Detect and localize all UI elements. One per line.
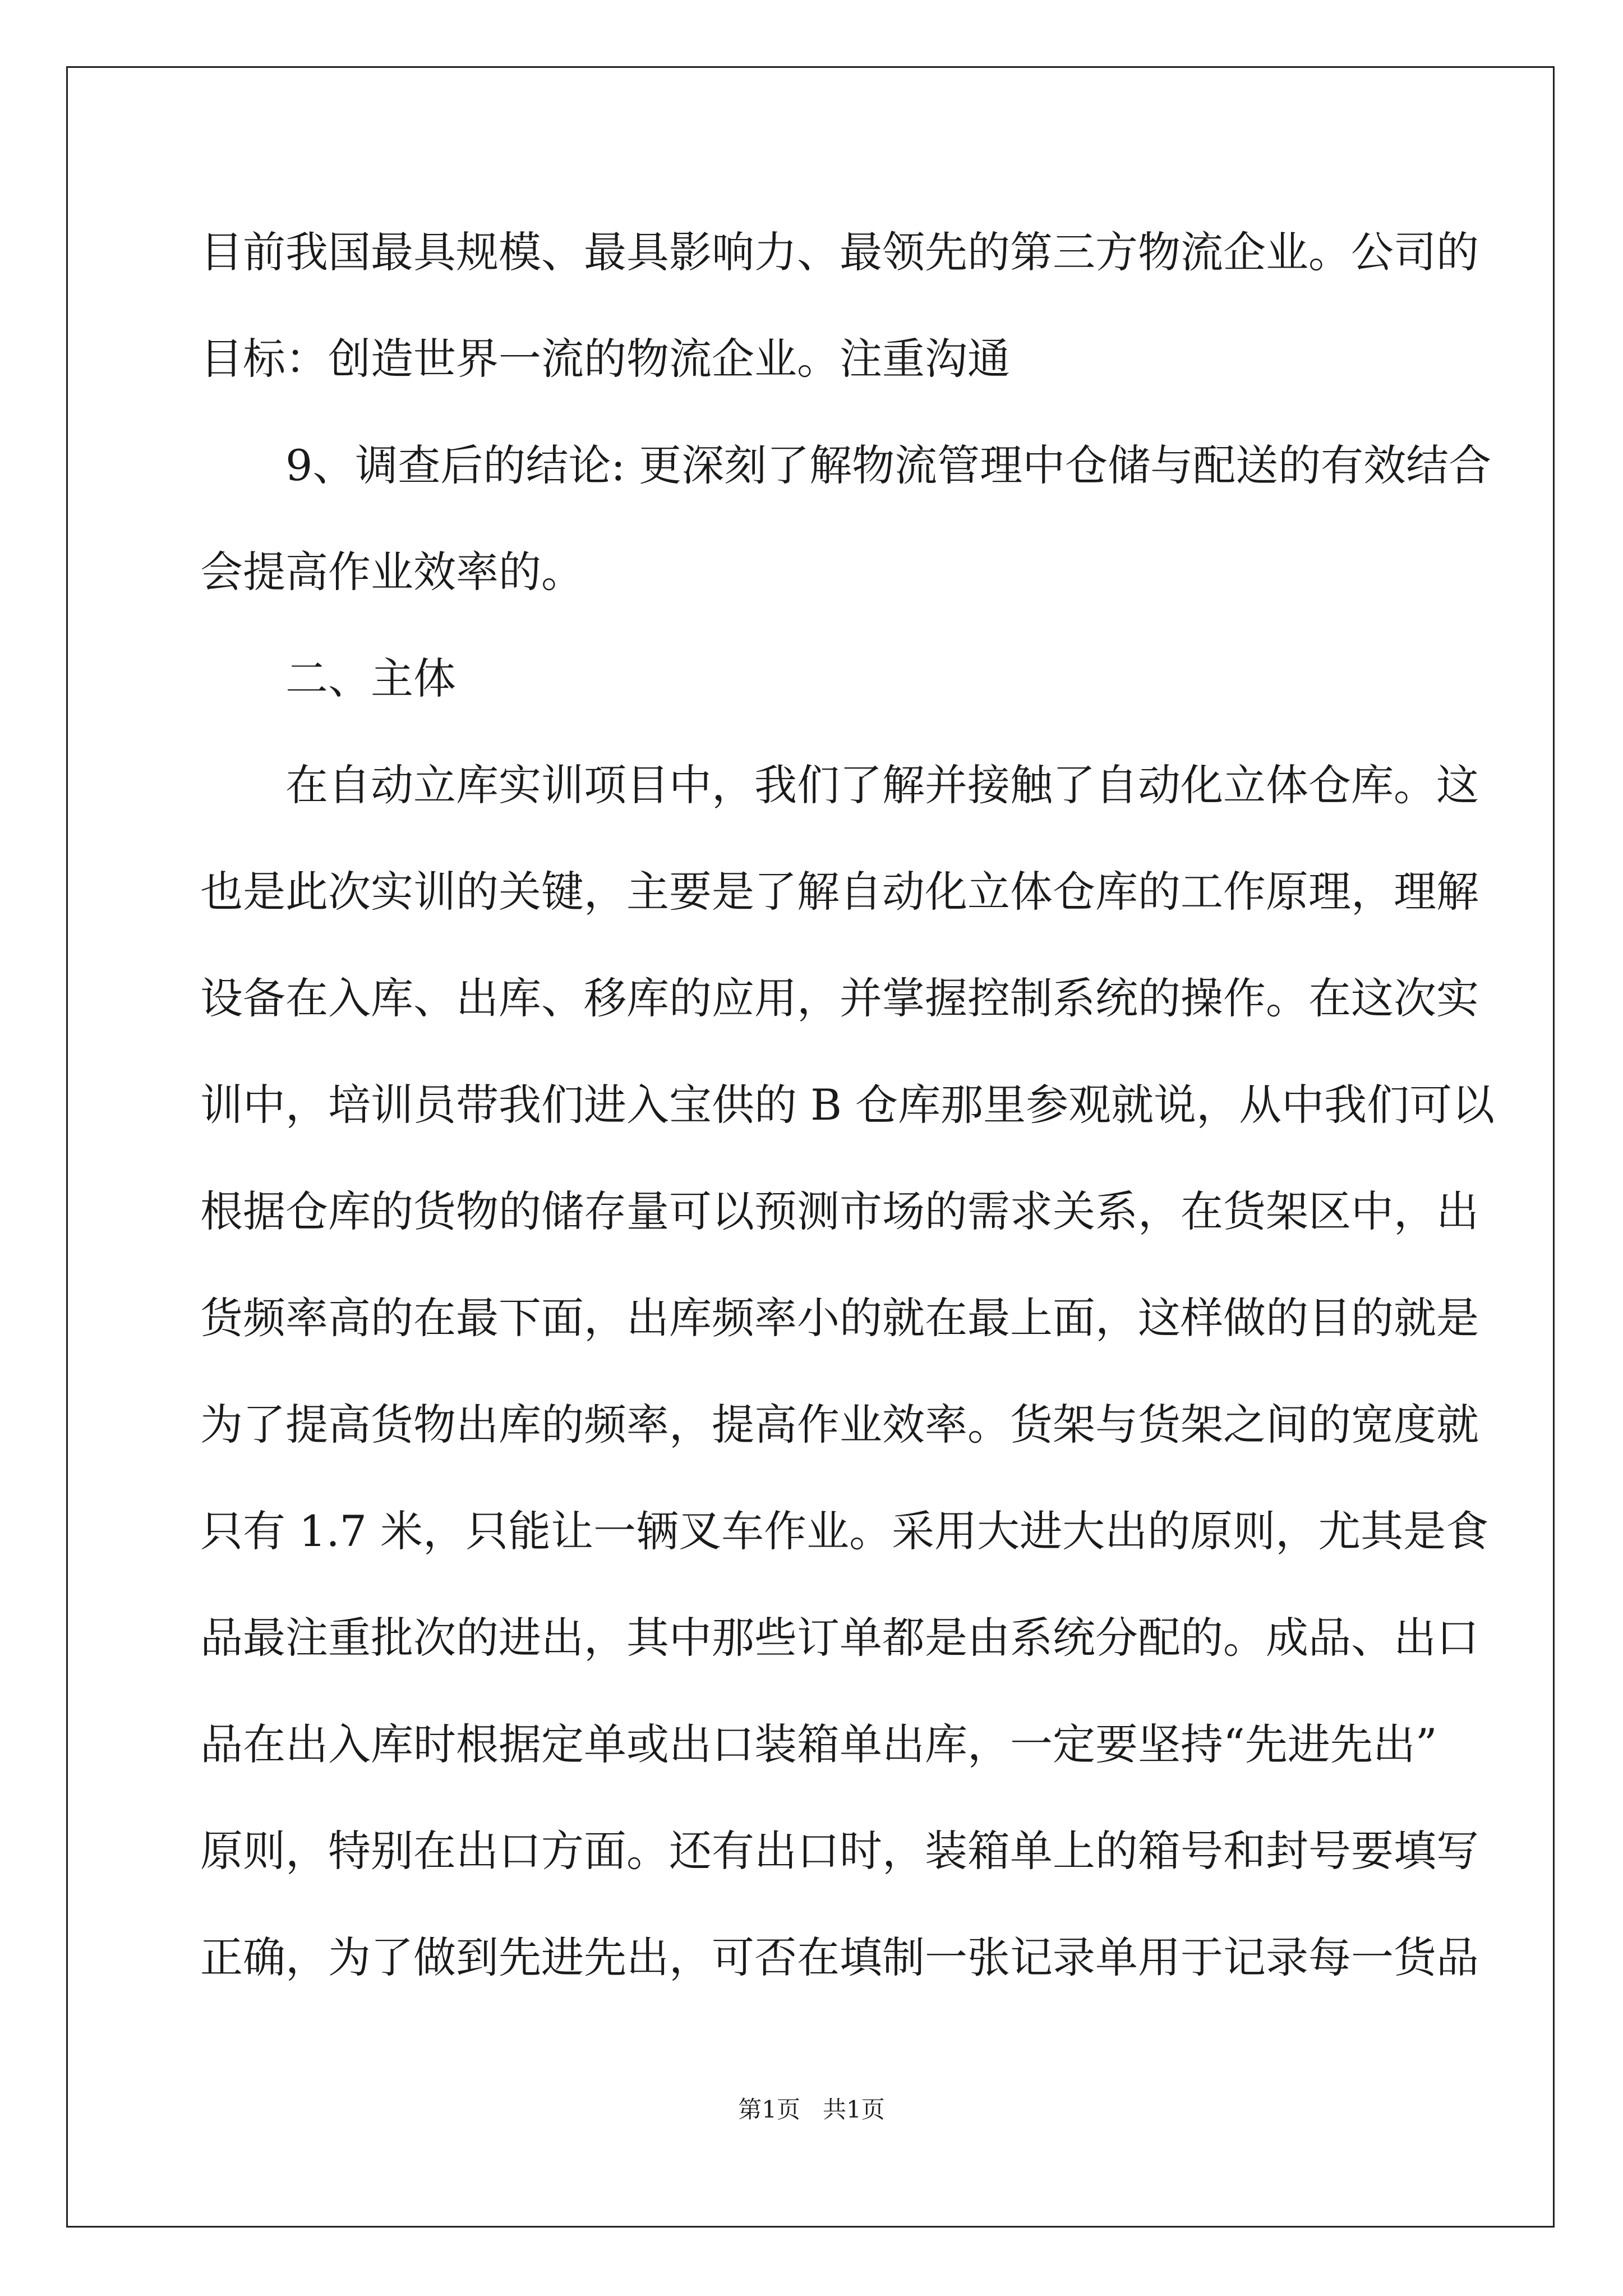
text-line: 根据仓库的货物的储存量可以预测市场的需求关系，在货架区中，出 bbox=[200, 1186, 1479, 1236]
text-line: 训中，培训员带我们进入宝供的 B 仓库那里参观就说，从中我们可以 bbox=[200, 1080, 1495, 1130]
paragraph-start-line: 在自动立库实训项目中，我们了解并接触了自动化立体仓库。这 bbox=[285, 760, 1479, 810]
text-line: 为了提高货物出库的频率，提高作业效率。货架与货架之间的宽度就 bbox=[200, 1400, 1479, 1450]
text-line: 货频率高的在最下面，出库频率小的就在最上面，这样做的目的就是 bbox=[200, 1293, 1479, 1343]
text-line: 正确，为了做到先进先出，可否在填制一张记录单用于记录每一货品 bbox=[200, 1932, 1479, 1982]
section-heading: 二、主体 bbox=[285, 654, 456, 703]
text-line: 品最注重批次的进出，其中那些订单都是由系统分配的。成品、出口 bbox=[200, 1613, 1479, 1663]
text-line: 目标：创造世界一流的物流企业。注重沟通 bbox=[200, 334, 1010, 384]
text-line: 也是此次实训的关键，主要是了解自动化立体仓库的工作原理，理解 bbox=[200, 867, 1479, 917]
paragraph-start-line: 9、调查后的结论: 更深刻了解物流管理中仓储与配送的有效结合 bbox=[285, 440, 1492, 490]
text-line: 目前我国最具规模、最具影响力、最领先的第三方物流企业。公司的 bbox=[200, 227, 1479, 277]
text-line: 品在出入库时根据定单或出口装箱单出库，一定要坚持“先进先出” bbox=[200, 1719, 1437, 1769]
text-line: 会提高作业效率的。 bbox=[200, 547, 584, 597]
text-line: 设备在入库、出库、移库的应用，并掌握控制系统的操作。在这次实 bbox=[200, 973, 1479, 1023]
page-border bbox=[66, 66, 1555, 2228]
page-footer: 第1页 共1页 bbox=[738, 2096, 885, 2123]
text-line: 原则，特别在出口方面。还有出口时，装箱单上的箱号和封号要填写 bbox=[200, 1826, 1479, 1876]
text-line: 只有 1.7 米，只能让一辆叉车作业。采用大进大出的原则，尤其是食 bbox=[200, 1506, 1489, 1556]
